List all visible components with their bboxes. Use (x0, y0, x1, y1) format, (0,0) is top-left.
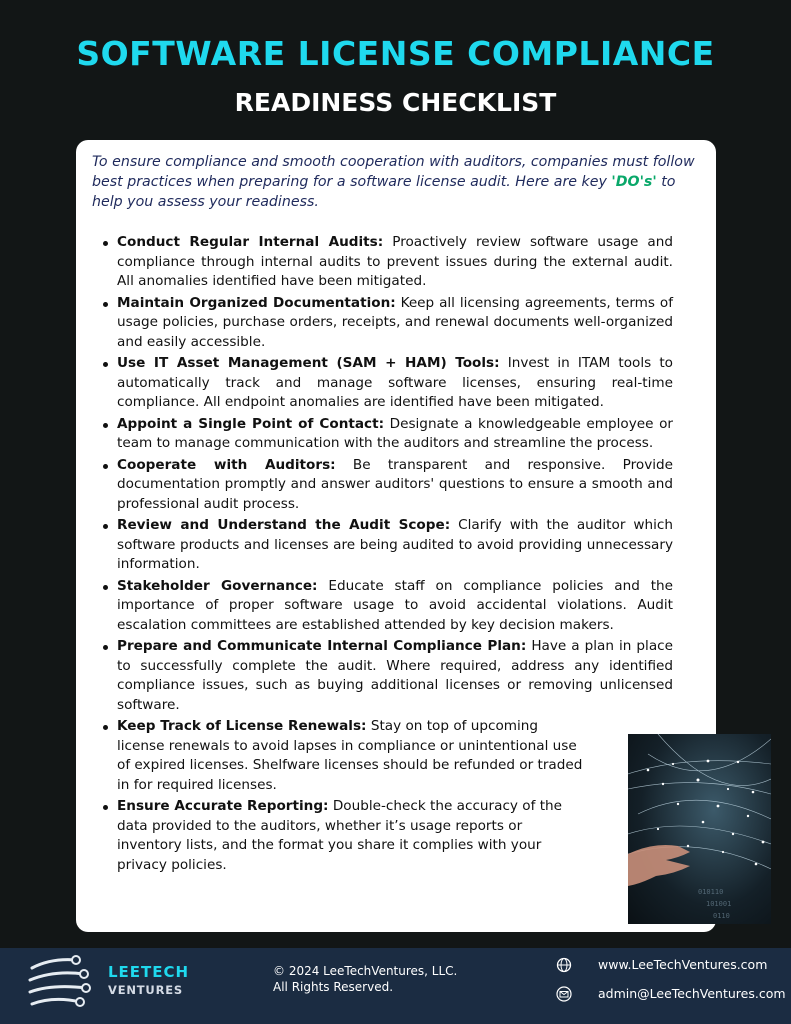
item-heading: Prepare and Communicate Internal Compliance Plan: (117, 638, 527, 654)
item-heading: Keep Track of License Renewals: (117, 718, 367, 734)
brand-name: LEETECH (108, 963, 190, 981)
checklist-item (101, 456, 673, 515)
dos-highlight: 'DO's' (611, 174, 657, 190)
svg-text:010110: 010110 (698, 888, 724, 896)
item-heading: Use IT Asset Management (SAM + HAM) Tools: (117, 355, 500, 371)
checklist-item (101, 415, 673, 454)
item-heading: Cooperate with Auditors: (117, 456, 336, 473)
item-text: Double-check the accuracy of the data provided to the auditors, whether it’s usage reports or inventory lists, and the format you share it complies with your privacy policies. (117, 798, 563, 873)
checklist-item (101, 797, 587, 875)
intro-text: To ensure compliance and smooth cooperation with auditors, companies must follow best practices when preparing for a software license audit. Here are key (92, 154, 695, 190)
checklist-item (101, 577, 673, 636)
item-heading: Stakeholder Governance: (117, 577, 318, 594)
item-text: Stay on top of upcoming license renewals to avoid lapses in compliance or unintentional use of expired licenses. Shelfware licenses should be refunded or traded in for required licenses. (117, 718, 583, 793)
item-text: Keep all licensing agreements, terms of usage policies, purchase orders, receipts, and renewal documents well-organized and easily accessible. (117, 294, 673, 350)
checklist-item (101, 294, 673, 353)
intro-text-end: to help you assess your readiness. (92, 174, 676, 210)
item-heading: Maintain Organized Documentation: (117, 294, 396, 311)
svg-text:0110: 0110 (713, 912, 730, 920)
item-heading: Ensure Accurate Reporting: (117, 798, 329, 814)
email-link[interactable]: admin@LeeTechVentures.com (598, 986, 786, 1001)
mail-icon (556, 986, 572, 1002)
item-text: Have a plan in place to successfully complete the audit. Where required, address any identified compliance issues, such as buying additional licenses or removing unlicensed software. (117, 638, 673, 713)
checklist (101, 233, 673, 877)
globe-icon (556, 957, 572, 973)
item-heading: Appoint a Single Point of Contact: (117, 415, 385, 432)
website-link[interactable]: www.LeeTechVentures.com (598, 957, 768, 972)
checklist-item (101, 717, 587, 795)
page-title: SOFTWARE LICENSE COMPLIANCE (76, 34, 715, 73)
item-heading: Conduct Regular Internal Audits: (117, 234, 384, 250)
copyright-text: © 2024 LeeTechVentures, LLC. (273, 964, 458, 978)
item-text: Clarify with the auditor which software products and licenses are being audited to avoid providing unnecessary information. (117, 517, 674, 572)
page-subtitle: READINESS CHECKLIST (234, 88, 557, 117)
checklist-item (101, 354, 673, 413)
network-logo-icon (26, 954, 96, 1016)
checklist-item (101, 233, 673, 292)
brand-subname: VENTURES (108, 983, 183, 997)
rights-text: All Rights Reserved. (273, 980, 394, 994)
item-text: Proactively review software usage and compliance through internal audits to prevent issues during the external audit. All anomalies identified have been mitigated. (117, 234, 673, 289)
intro-paragraph (92, 152, 702, 212)
digital-hand-image (628, 734, 771, 924)
item-text: Designate a knowledgeable employee or team to manage communication with the auditors and streamline the process. (117, 415, 673, 451)
svg-text:101001: 101001 (706, 900, 732, 908)
checklist-item (101, 516, 673, 575)
item-text: Be transparent and responsive. Provide documentation promptly and answer auditors' questions to ensure a smooth and professional audit process. (117, 456, 674, 512)
item-heading: Review and Understand the Audit Scope: (117, 517, 451, 533)
item-text: Educate staff on compliance policies and the importance of proper software usage to avoid accidental violations. Audit escalation committees are established attended by key decision makers. (117, 577, 673, 633)
item-text: Invest in ITAM tools to automatically track and manage software licenses, ensuring real-time compliance. All endpoint anomalies are identified have been mitigated. (117, 355, 673, 410)
checklist-item (101, 637, 673, 715)
